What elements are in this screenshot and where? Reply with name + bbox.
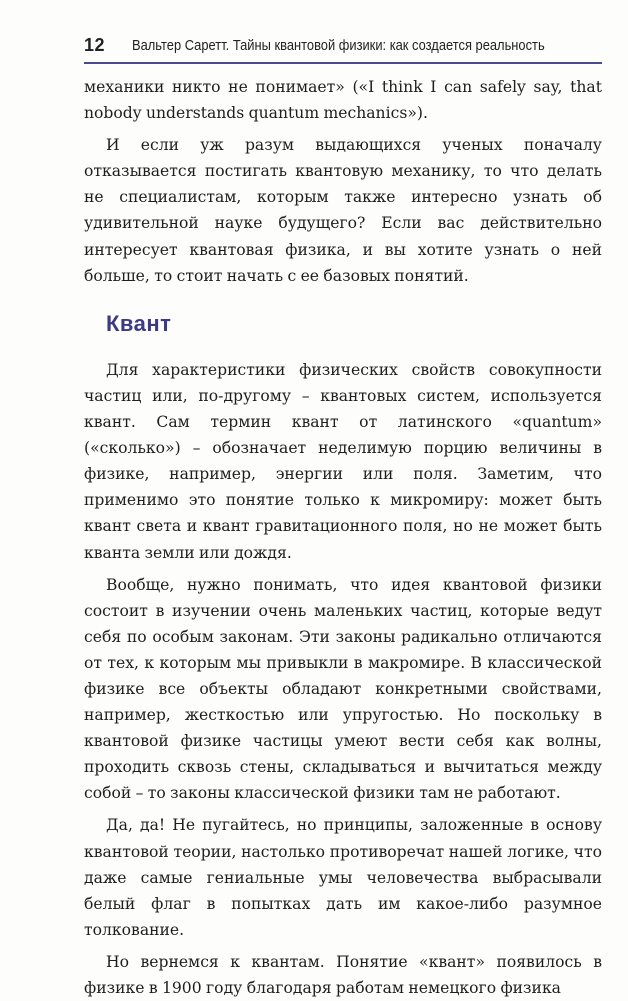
paragraph: Вообще, нужно понимать, что идея квантовой физики состоит в изучении очень маленьких частиц, которые ведут себя по особым законам. Эти законы радикально отличаются от тех, к которым мы привыкли в макромире. В классической физике все объекты обладают конкретными свойствами, например, жесткостью или упругостью. Но поскольку в квантовой физике частицы умеют вести себя как волны, проходить сквозь стены, складываться и вычитаться между собой – то законы классической физики там не работают. [84,575,602,803]
paragraph: Для характеристики физических свойств совокупности частиц или, по-другому – квантовых систем, используется квант. Сам термин квант от латинского «quantum» («сколько») – обозначает неделимую порцию величины в физике, например, энергии или поля. Заметим, что применимо это понятие только к микромиру: может быть квант света и квант гравитационного поля, но не может быть кванта земли или дождя. [84,360,602,562]
section-heading: Квант [106,310,172,336]
paragraph-continuation: механики никто не понимает» («I think I can safely say, that nobody understands quantum mechanics»). [84,78,602,123]
running-head [84,33,604,59]
page-number: 12 [84,35,106,55]
paragraph: Но вернемся к квантам. Понятие «квант» появилось в физике в 1900 году благодаря работам немецкого физика [84,952,602,997]
header-rule [84,62,602,64]
body-text [84,74,602,1001]
running-title: Вальтер Саретт. Тайны квантовой физики: как создается реальность [132,37,545,54]
paragraph: Да, да! Не пугайтесь, но принципы, заложенные в основу квантовой теории, настолько противоречат нашей логике, что даже самые гениальные умы человечества выбрасывали белый флаг в попытках дать им какое-либо разумное толкование. [84,816,602,939]
paragraph: И если уж разум выдающихся ученых поначалу отказывается постигать квантовую механику, то что делать не специалистам, которым также интересно узнать об удивительной науке будущего? Если вас действительно интересует квантовая физика, и вы хотите узнать о ней больше, то стоит начать с ее базовых понятий. [84,136,602,285]
